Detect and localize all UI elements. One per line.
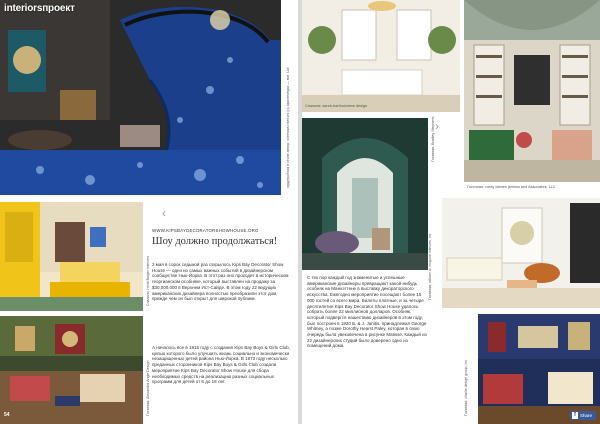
- yellow-bedroom-photo[interactable]: [0, 202, 143, 311]
- left-page: [0, 0, 298, 424]
- share-button[interactable]: [570, 411, 596, 420]
- article-paragraph-1: 2 мая в сорок седьмой раз открылось Kips Bay Decorator Show House — одно из самых важных событий в дизайнерском сообществе Нью-Йорка. В этот раз оно проходит в историческом георгианском особняке, который выставлен на продажу за $30,000,000 в Верхнем Ист-Сайде. В этом году 22 ведущих американских дизайнера полностью преобразили этот дом, прежде чем он был открыт для широкой публики.: [152, 262, 289, 302]
- chevron-left-icon[interactable]: ‹: [162, 206, 166, 220]
- white-bedroom-photo[interactable]: [302, 0, 460, 112]
- white-bedroom-illustration: [302, 0, 460, 112]
- page-number: 54: [4, 412, 10, 418]
- caption-staircase: гардеробная в стиле автор: эстетика interiors (и) архитектура — все, Ltd: [286, 67, 290, 188]
- caption-green-hall: Гостиная: Bradley Stephens: [431, 116, 435, 162]
- right-page: [302, 0, 600, 424]
- chevron-right-icon[interactable]: ›: [435, 119, 439, 133]
- library-illustration: [464, 0, 600, 182]
- article-paragraph-3: С тех пор каждый год знаменитые и успешные американские дизайнеры превращают какой-нибудь особняк на Манхэттене в выставку декораторского искусства. Ежегодно мероприятие посещают более 15 000 гостей со всего мира. Билеты платные, и за четыре десятилетия Kips Bay Decorator Show House удалось собрать более 22 миллионов долларов. Особняк, который подвергся нашествию дизайнеров в этом году, был построен в 1920 Б. & J. Janitis, принадлежал George Whitney, а позже Dorothy Hearst Paley, которая в свою очередь была увековечена в рисунке Matisse. Каждый из 22 дизайнерских студий было доверено одно из помещений дома.: [307, 275, 427, 349]
- caption-library: Гостиная: corey damen jenkins and Associates, LLC: [467, 185, 556, 189]
- staircase-photo[interactable]: [0, 0, 281, 195]
- caption-bedroom: Спальня: sarah-bartholomew design: [305, 104, 368, 108]
- caption-green-living: Гостиная: Alexandra Angle Design: [146, 360, 150, 416]
- facebook-icon: f: [573, 412, 576, 418]
- white-living-illustration: [442, 198, 600, 308]
- blue-living-photo[interactable]: [478, 314, 600, 424]
- green-living-photo[interactable]: [0, 316, 143, 424]
- green-hall-photo[interactable]: [302, 118, 428, 270]
- green-living-illustration: [0, 316, 143, 424]
- staircase-illustration: [0, 0, 281, 195]
- caption-yellow-bedroom: Спальня: Heidi Bolger Interiors: [146, 256, 150, 306]
- yellow-bedroom-illustration: [0, 202, 143, 311]
- share-label: Share: [579, 413, 592, 418]
- caption-blue-living: Гостиная: charlie design group, inc: [464, 359, 468, 416]
- white-living-photo[interactable]: [442, 198, 600, 308]
- website-url[interactable]: WWW.KIPSBAYDECORATORSHOWHOUSE.ORG: [152, 228, 259, 233]
- green-hall-illustration: [302, 118, 428, 270]
- caption-white-living: Гостиная: william w. mcguire interiors, inc: [428, 233, 432, 300]
- magazine-brand-title: interiorsпроект: [4, 3, 75, 14]
- article-paragraph-2: А началось все в 1915 году с создания Kips Bay Boys & Girls Club, целью которого было улучшить жизнь социально и экономически незащищенных детей района Нью-Йорка. В 1973 году несколько преданных сторонников Kips Bay Boys & Girls Club создали мероприятие Kips Bay Decorator Show House для сбора необходимых средств на реализацию разных социальных программ для детей от 6 до 18 лет.: [152, 345, 290, 385]
- article-headline: Шоу должно продолжаться!: [152, 236, 278, 247]
- blue-living-illustration: [478, 314, 600, 424]
- library-photo[interactable]: [464, 0, 600, 182]
